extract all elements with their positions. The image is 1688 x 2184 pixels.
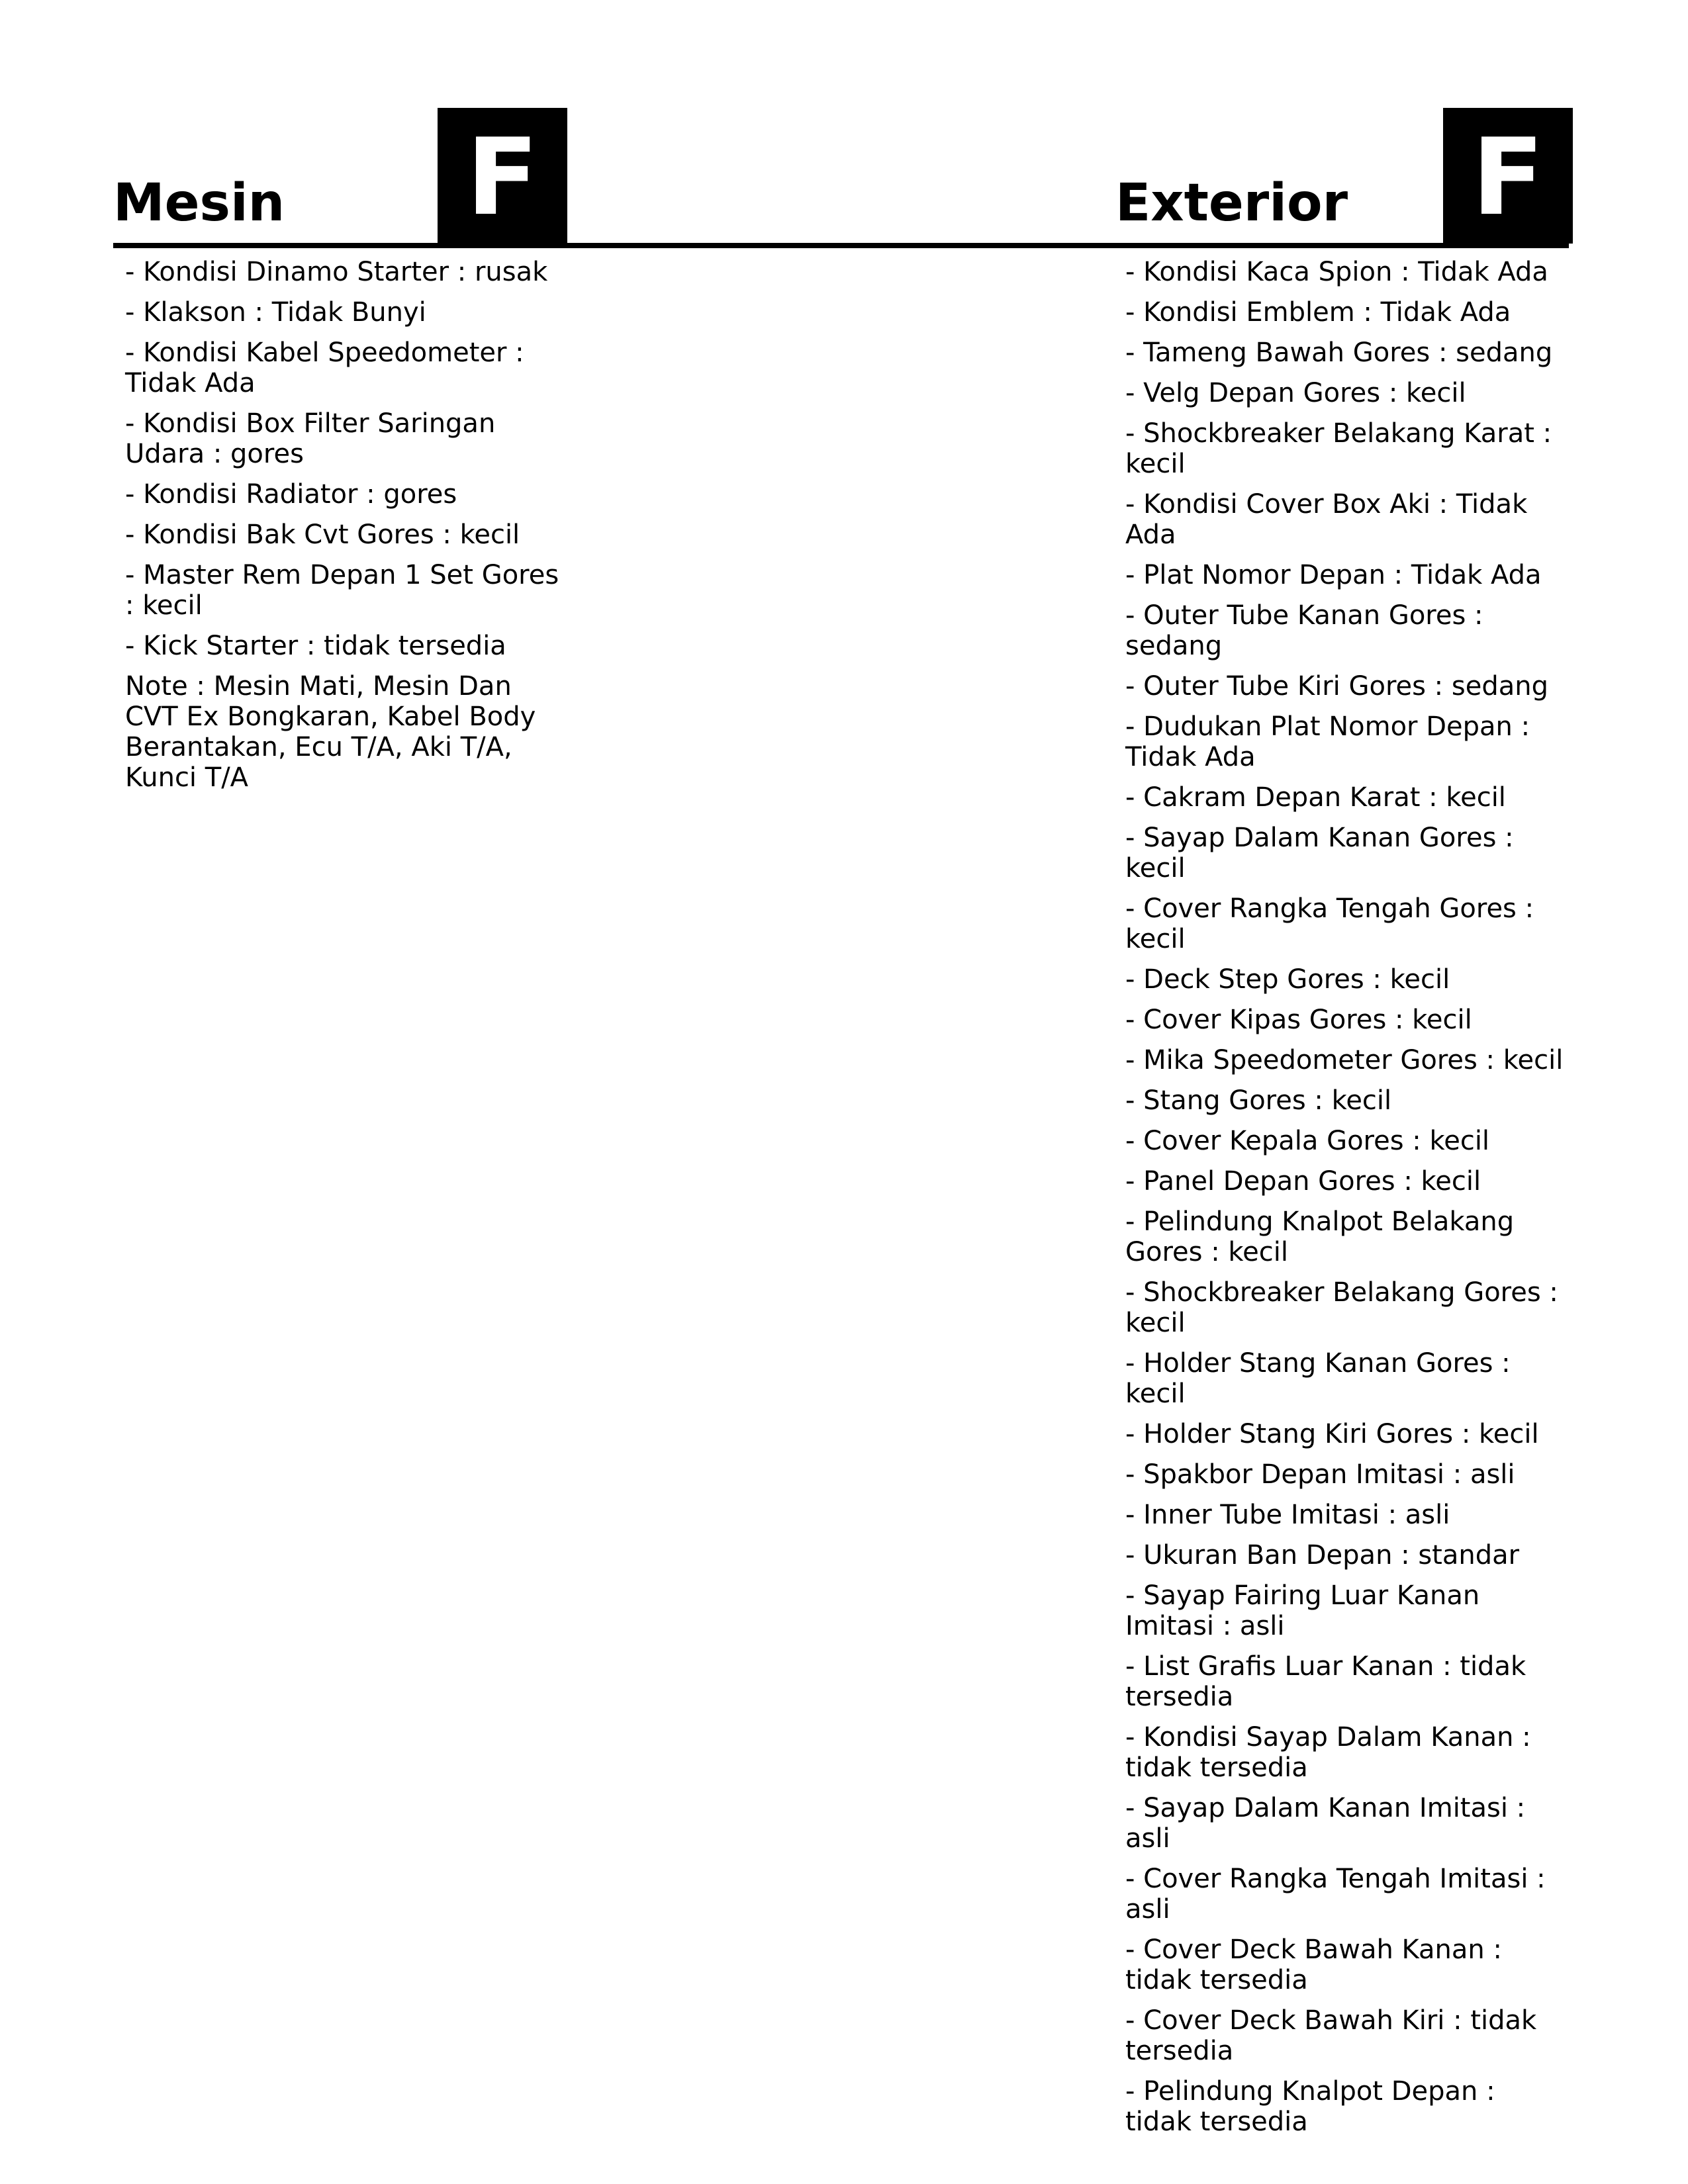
exterior-list-item: - Velg Depan Gores : kecil xyxy=(1125,378,1466,408)
exterior-list-item: - Cover Deck Bawah Kanan : tidak tersedia xyxy=(1125,1934,1502,1995)
exterior-list-item: - Kondisi Sayap Dalam Kanan : tidak tersedia xyxy=(1125,1722,1531,1783)
exterior-list-item: - Stang Gores : kecil xyxy=(1125,1085,1392,1116)
mesin-list-item: - Kondisi Dinamo Starter : rusak xyxy=(125,257,548,287)
exterior-list-item: - Outer Tube Kanan Gores : sedang xyxy=(1125,600,1483,661)
exterior-list-item: - Holder Stang Kanan Gores : kecil xyxy=(1125,1348,1511,1409)
mesin-list-item: - Kondisi Bak Cvt Gores : kecil xyxy=(125,520,520,550)
exterior-list-item: - Deck Step Gores : kecil xyxy=(1125,964,1450,995)
exterior-list-item: - Holder Stang Kiri Gores : kecil xyxy=(1125,1419,1539,1449)
exterior-list-item: - Kondisi Cover Box Aki : Tidak Ada xyxy=(1125,489,1528,550)
exterior-list-item: - Cover Rangka Tengah Gores : kecil xyxy=(1125,893,1534,954)
exterior-list-item: - Pelindung Knalpot Belakang Gores : kecil xyxy=(1125,1206,1515,1267)
exterior-list-item: - Shockbreaker Belakang Gores : kecil xyxy=(1125,1277,1558,1338)
mesin-list-item: - Klakson : Tidak Bunyi xyxy=(125,297,426,328)
exterior-list-item: - Plat Nomor Depan : Tidak Ada xyxy=(1125,560,1542,590)
exterior-list-item: - Cover Rangka Tengah Imitasi : asli xyxy=(1125,1864,1546,1925)
exterior-list-item: - Sayap Fairing Luar Kanan Imitasi : asli xyxy=(1125,1580,1480,1641)
exterior-list-item: - Cakram Depan Karat : kecil xyxy=(1125,782,1506,813)
mesin-list-item: - Kick Starter : tidak tersedia xyxy=(125,631,506,661)
exterior-list-item: - Kondisi Kaca Spion : Tidak Ada xyxy=(1125,257,1548,287)
exterior-list-item: - Pelindung Knalpot Depan : tidak tersedia xyxy=(1125,2076,1495,2137)
exterior-list-item: - List Grafis Luar Kanan : tidak tersedia xyxy=(1125,1651,1526,1712)
exterior-list-item: - Panel Depan Gores : kecil xyxy=(1125,1166,1481,1197)
exterior-list-item: - Shockbreaker Belakang Karat : kecil xyxy=(1125,418,1552,479)
exterior-list-item: - Cover Kipas Gores : kecil xyxy=(1125,1005,1472,1035)
exterior-item-list xyxy=(1125,257,1569,2147)
exterior-list-item: - Inner Tube Imitasi : asli xyxy=(1125,1500,1450,1530)
exterior-list-item: - Cover Kepala Gores : kecil xyxy=(1125,1126,1490,1156)
exterior-list-item: - Tameng Bawah Gores : sedang xyxy=(1125,338,1553,368)
mesin-list-item: Note : Mesin Mati, Mesin Dan CVT Ex Bongkaran, Kabel Body Berantakan, Ecu T/A, Aki T/A, Kunci T/A xyxy=(125,671,536,793)
exterior-list-item: - Kondisi Emblem : Tidak Ada xyxy=(1125,297,1511,328)
exterior-list-item: - Dudukan Plat Nomor Depan : Tidak Ada xyxy=(1125,711,1530,772)
exterior-list-item: - Ukuran Ban Depan : standar xyxy=(1125,1540,1520,1570)
mesin-list-item: - Kondisi Box Filter Saringan Udara : gores xyxy=(125,408,496,469)
exterior-section-title: Exterior xyxy=(1115,173,1348,233)
exterior-list-item: - Sayap Dalam Kanan Gores : kecil xyxy=(1125,823,1514,884)
header-divider xyxy=(113,243,1569,248)
exterior-list-item: - Mika Speedometer Gores : kecil xyxy=(1125,1045,1564,1075)
exterior-grade-badge: F xyxy=(1443,108,1573,244)
mesin-grade-badge: F xyxy=(438,108,567,244)
exterior-list-item: - Outer Tube Kiri Gores : sedang xyxy=(1125,671,1548,702)
mesin-item-list xyxy=(125,257,562,803)
mesin-list-item: - Kondisi Kabel Speedometer : Tidak Ada xyxy=(125,338,524,398)
mesin-section-title: Mesin xyxy=(113,173,285,233)
mesin-list-item: - Kondisi Radiator : gores xyxy=(125,479,457,510)
exterior-list-item: - Cover Deck Bawah Kiri : tidak tersedia xyxy=(1125,2005,1537,2066)
exterior-list-item: - Sayap Dalam Kanan Imitasi : asli xyxy=(1125,1793,1526,1854)
mesin-list-item: - Master Rem Depan 1 Set Gores : kecil xyxy=(125,560,559,621)
exterior-list-item: - Spakbor Depan Imitasi : asli xyxy=(1125,1459,1515,1490)
